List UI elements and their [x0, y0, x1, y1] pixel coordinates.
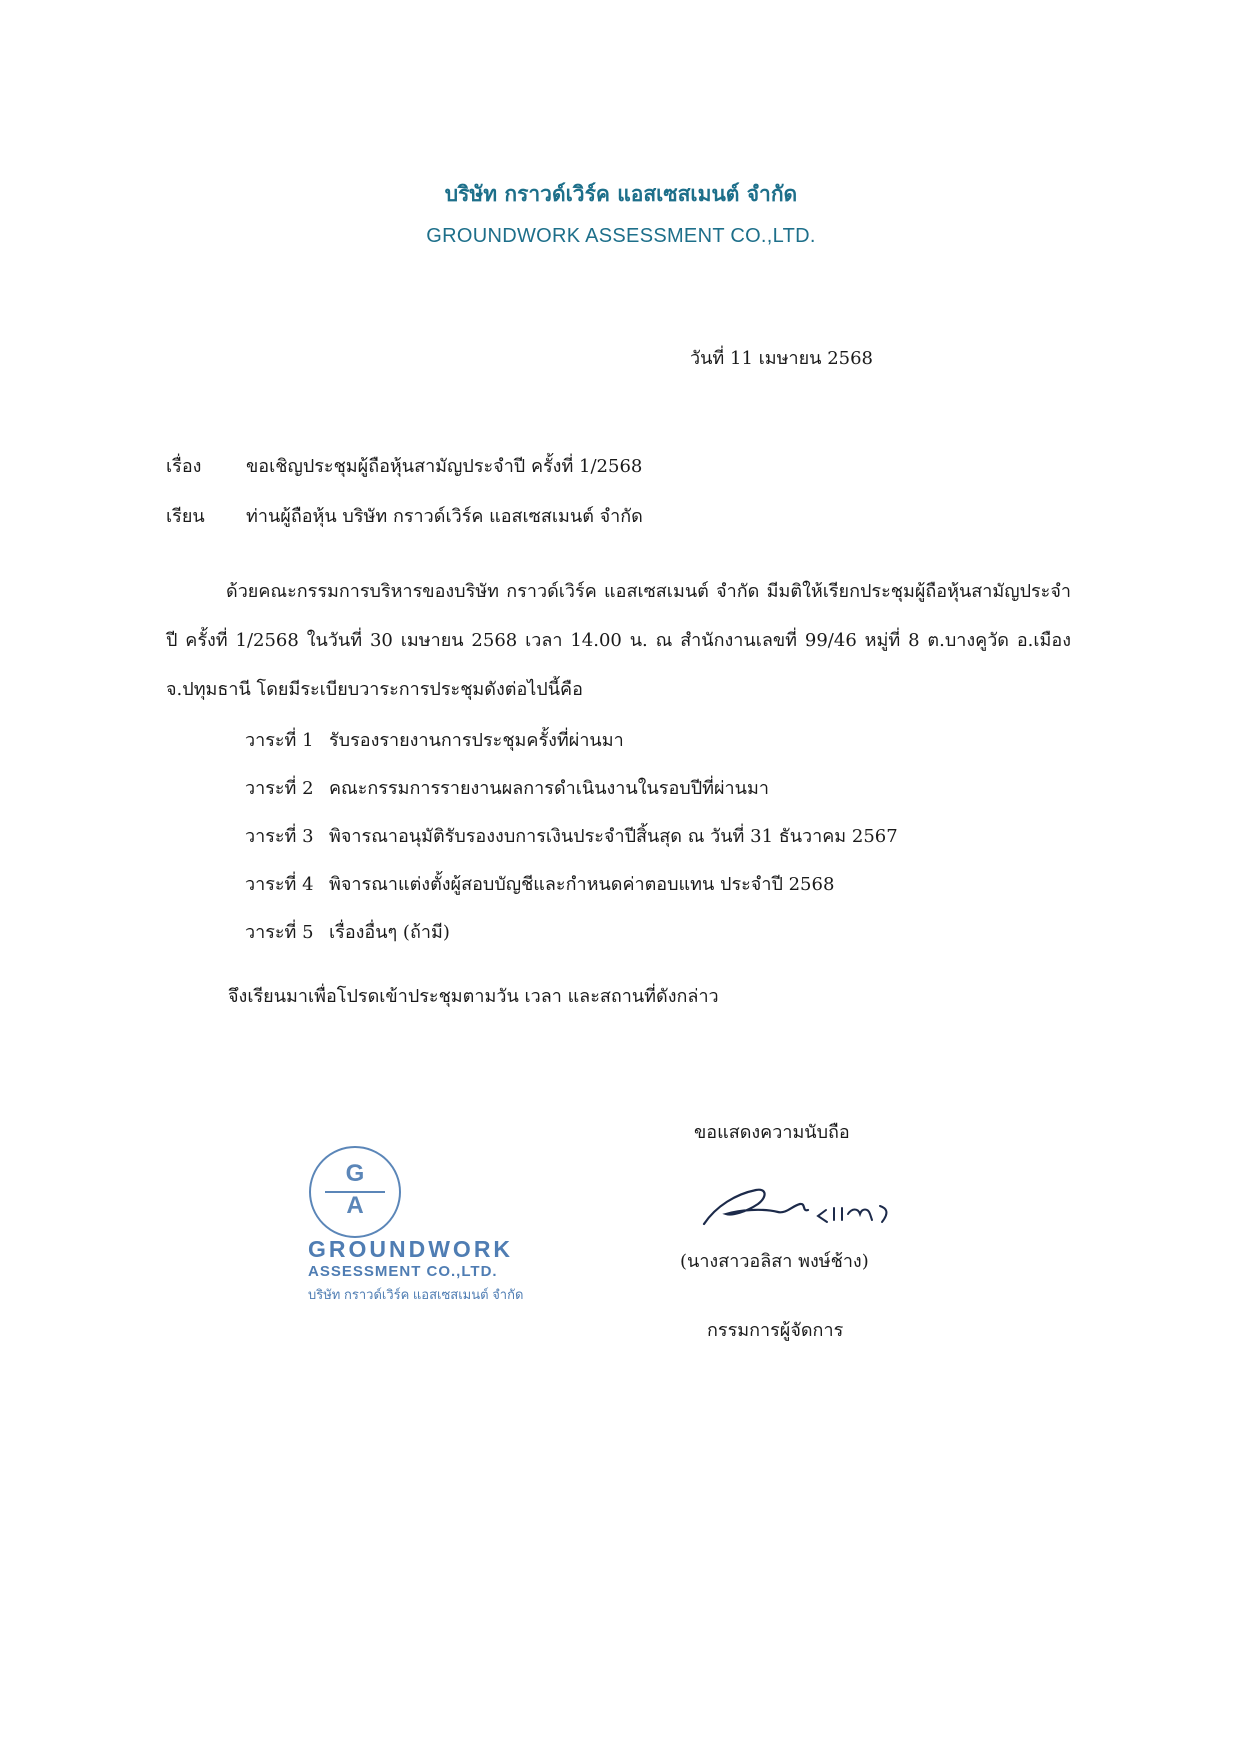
signer-position: กรรมการผู้จัดการ [707, 1320, 844, 1341]
company-name-thai: บริษัท กราวด์เวิร์ค แอสเซสเมนต์ จำกัด [444, 181, 798, 206]
recipient-label: เรียน [166, 506, 205, 527]
agenda-number: วาระที่ 3 [245, 826, 314, 847]
agenda-text: พิจารณาแต่งตั้งผู้สอบบัญชีและกำหนดค่าตอบแทน ประจำปี 2568 [329, 874, 835, 895]
handwritten-signature [696, 1176, 906, 1236]
agenda-item [245, 773, 769, 802]
body-paragraph: ด้วยคณะกรรมการบริหารของบริษัท กราวด์เวิร์ค แอสเซสเมนต์ จำกัด มีมติให้เรียกประชุมผู้ถือหุ้นสามัญประจำปี ครั้งที่ 1/2568 ในวันที่ 30 เมษายน 2568 เวลา 14.00 น. ณ สำนักงานเลขที่ 99/46 หมู่ที่ 8 ต.บางคูวัด อ.เมือง จ.ปทุมธานี โดยมีระเบียบวาระการประชุมดังต่อไปนี้คือ [166, 581, 1071, 700]
subject-label: เรื่อง [166, 456, 202, 477]
seal-letter-a: A [346, 1192, 364, 1219]
agenda-text: พิจารณาอนุมัติรับรองงบการเงินประจำปีสิ้นสุด ณ วันที่ 31 ธันวาคม 2567 [329, 826, 898, 847]
agenda-text: คณะกรรมการรายงานผลการดำเนินงานในรอบปีที่ผ่านมา [329, 778, 769, 799]
agenda-item [245, 725, 624, 754]
agenda-text: รับรองรายงานการประชุมครั้งที่ผ่านมา [329, 730, 624, 751]
agenda-number: วาระที่ 2 [245, 778, 314, 799]
company-name-english: GROUNDWORK ASSESSMENT CO.,LTD. [426, 225, 816, 247]
signer-name: (นางสาวอลิสา พงษ์ช้าง) [680, 1251, 869, 1272]
seal-text-line1: GROUNDWORK [308, 1236, 514, 1262]
agenda-item [245, 917, 450, 946]
agenda-number: วาระที่ 5 [245, 922, 314, 943]
seal-circle-logo [309, 1146, 401, 1238]
seal-text-line3: บริษัท กราวด์เวิร์ค แอสเซสเมนต์ จำกัด [308, 1287, 524, 1302]
agenda-item [245, 869, 834, 898]
seal-text-line2: ASSESSMENT CO.,LTD. [308, 1263, 498, 1280]
seal-letter-g: G [345, 1160, 365, 1187]
subject-text: ขอเชิญประชุมผู้ถือหุ้นสามัญประจำปี ครั้งที่ 1/2568 [246, 456, 643, 477]
company-seal [296, 1146, 586, 1312]
recipient-text: ท่านผู้ถือหุ้น บริษัท กราวด์เวิร์ค แอสเซสเมนต์ จำกัด [246, 506, 643, 527]
agenda-item [245, 821, 898, 850]
agenda-text: เรื่องอื่นๆ (ถ้ามี) [329, 922, 450, 943]
regards-text: ขอแสดงความนับถือ [694, 1122, 850, 1143]
agenda-number: วาระที่ 1 [245, 730, 314, 751]
closing-sentence: จึงเรียนมาเพื่อโปรดเข้าประชุมตามวัน เวลา และสถานที่ดังกล่าว [228, 986, 719, 1007]
letter-date: วันที่ 11 เมษายน 2568 [690, 348, 873, 369]
agenda-number: วาระที่ 4 [245, 874, 314, 895]
